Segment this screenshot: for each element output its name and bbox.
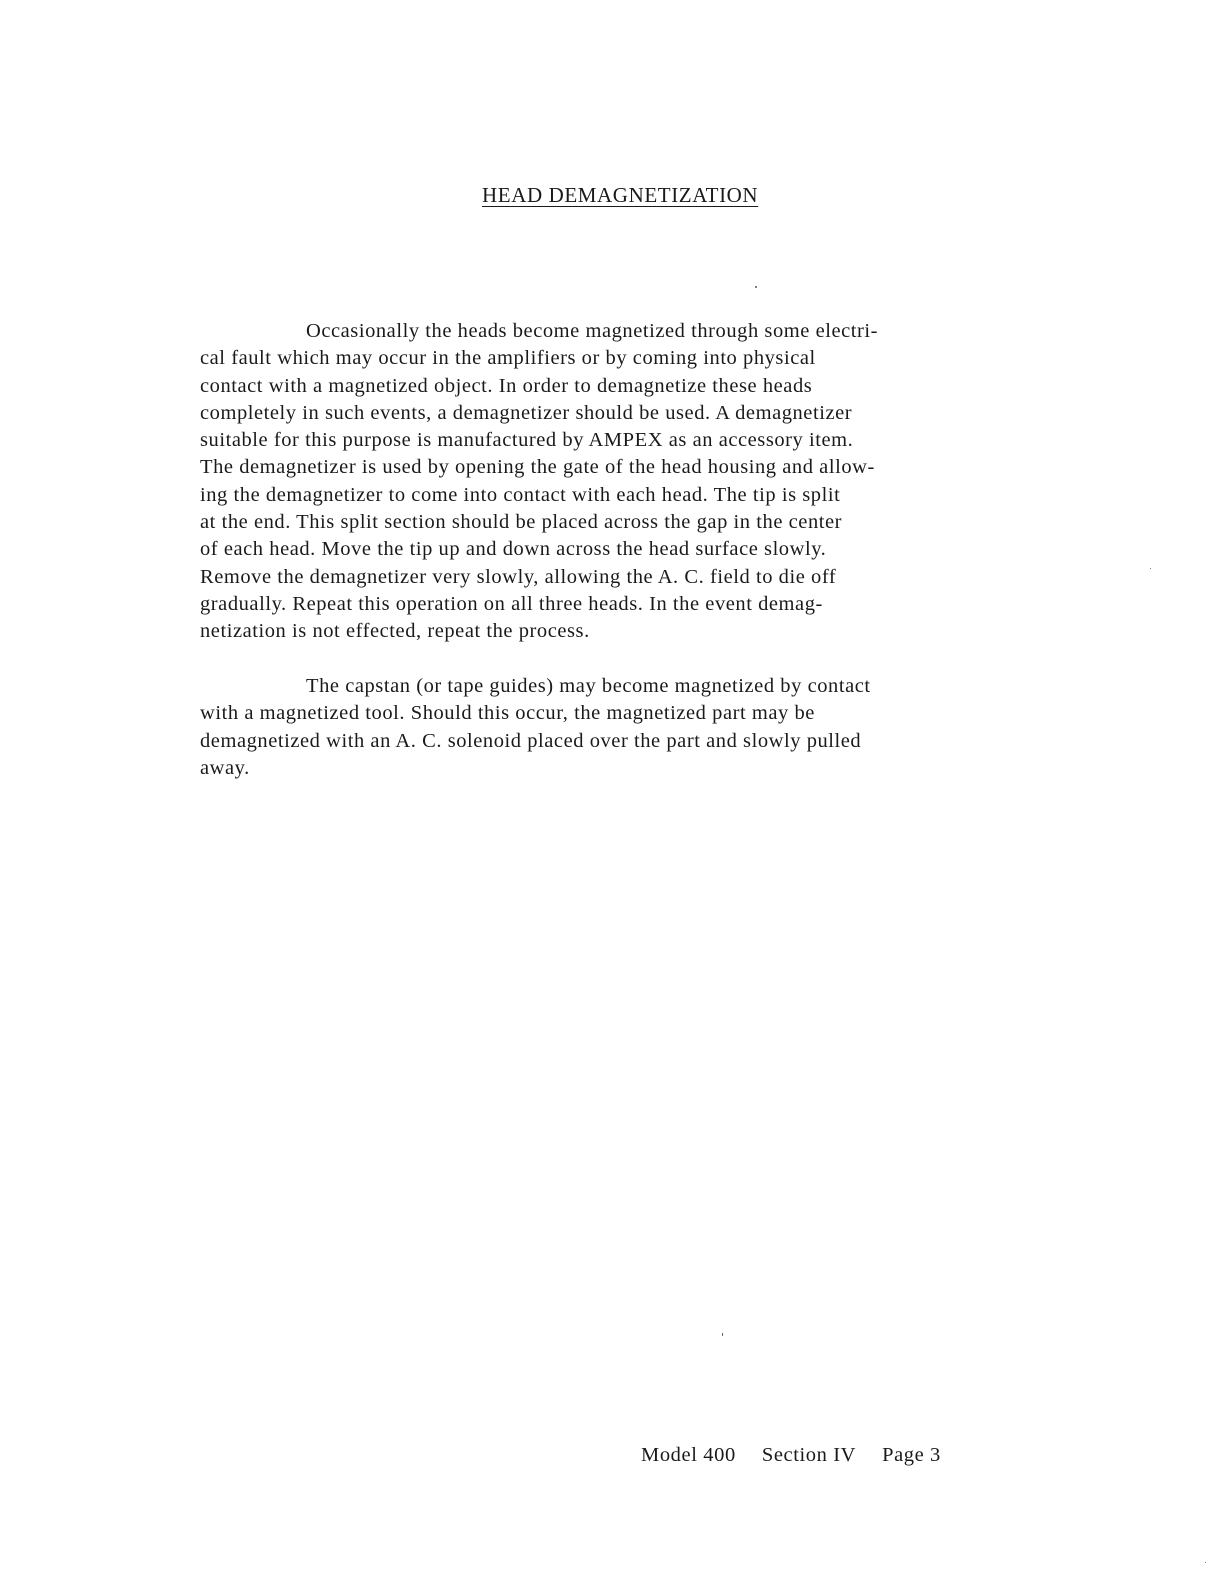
paragraph-capstan bbox=[200, 673, 1130, 782]
footer-page-number: Page 3 bbox=[882, 1444, 941, 1466]
paragraph-line: suitable for this purpose is manufactured by AMPEX as an accessory item. bbox=[200, 429, 854, 452]
paragraph-line: The capstan (or tape guides) may become magnetized by contact bbox=[306, 675, 871, 697]
paragraph-line: ing the demagnetizer to come into contact with each head. The tip is split bbox=[200, 483, 841, 506]
page-footer bbox=[641, 1444, 941, 1467]
paragraph-line: completely in such events, a demagnetizer should be used. A demagnetizer bbox=[200, 401, 853, 424]
paragraph-line: Occasionally the heads become magnetized through some electri- bbox=[306, 320, 879, 342]
footer-model: Model 400 bbox=[641, 1444, 736, 1466]
paragraph-line: gradually. Repeat this operation on all three heads. In the event demag- bbox=[200, 592, 823, 615]
scan-speck bbox=[1150, 568, 1151, 569]
scan-speck bbox=[755, 286, 757, 288]
scan-speck bbox=[1205, 1562, 1206, 1563]
paragraph-line: of each head. Move the tip up and down across the head surface slowly. bbox=[200, 538, 827, 561]
paragraph-line: away. bbox=[200, 756, 250, 779]
scan-speck bbox=[722, 1333, 723, 1336]
paragraph-line: at the end. This split section should be placed across the gap in the center bbox=[200, 511, 843, 534]
paragraph-line: Remove the demagnetizer very slowly, allowing the A. C. field to die off bbox=[200, 565, 837, 588]
paragraph-line: with a magnetized tool. Should this occur, the magnetized part may be bbox=[200, 702, 815, 725]
paragraph-line: cal fault which may occur in the amplifiers or by coming into physical bbox=[200, 347, 816, 370]
paragraph-demagnetization-procedure bbox=[200, 318, 1130, 646]
paragraph-line: The demagnetizer is used by opening the gate of the head housing and allow- bbox=[200, 456, 875, 479]
section-title: HEAD DEMAGNETIZATION bbox=[482, 183, 759, 207]
paragraph-line: contact with a magnetized object. In order to demagnetize these heads bbox=[200, 374, 813, 397]
paragraph-line: demagnetized with an A. C. solenoid placed over the part and slowly pulled bbox=[200, 729, 862, 752]
footer-section: Section IV bbox=[761, 1444, 857, 1466]
paragraph-line: netization is not effected, repeat the process. bbox=[200, 620, 590, 643]
